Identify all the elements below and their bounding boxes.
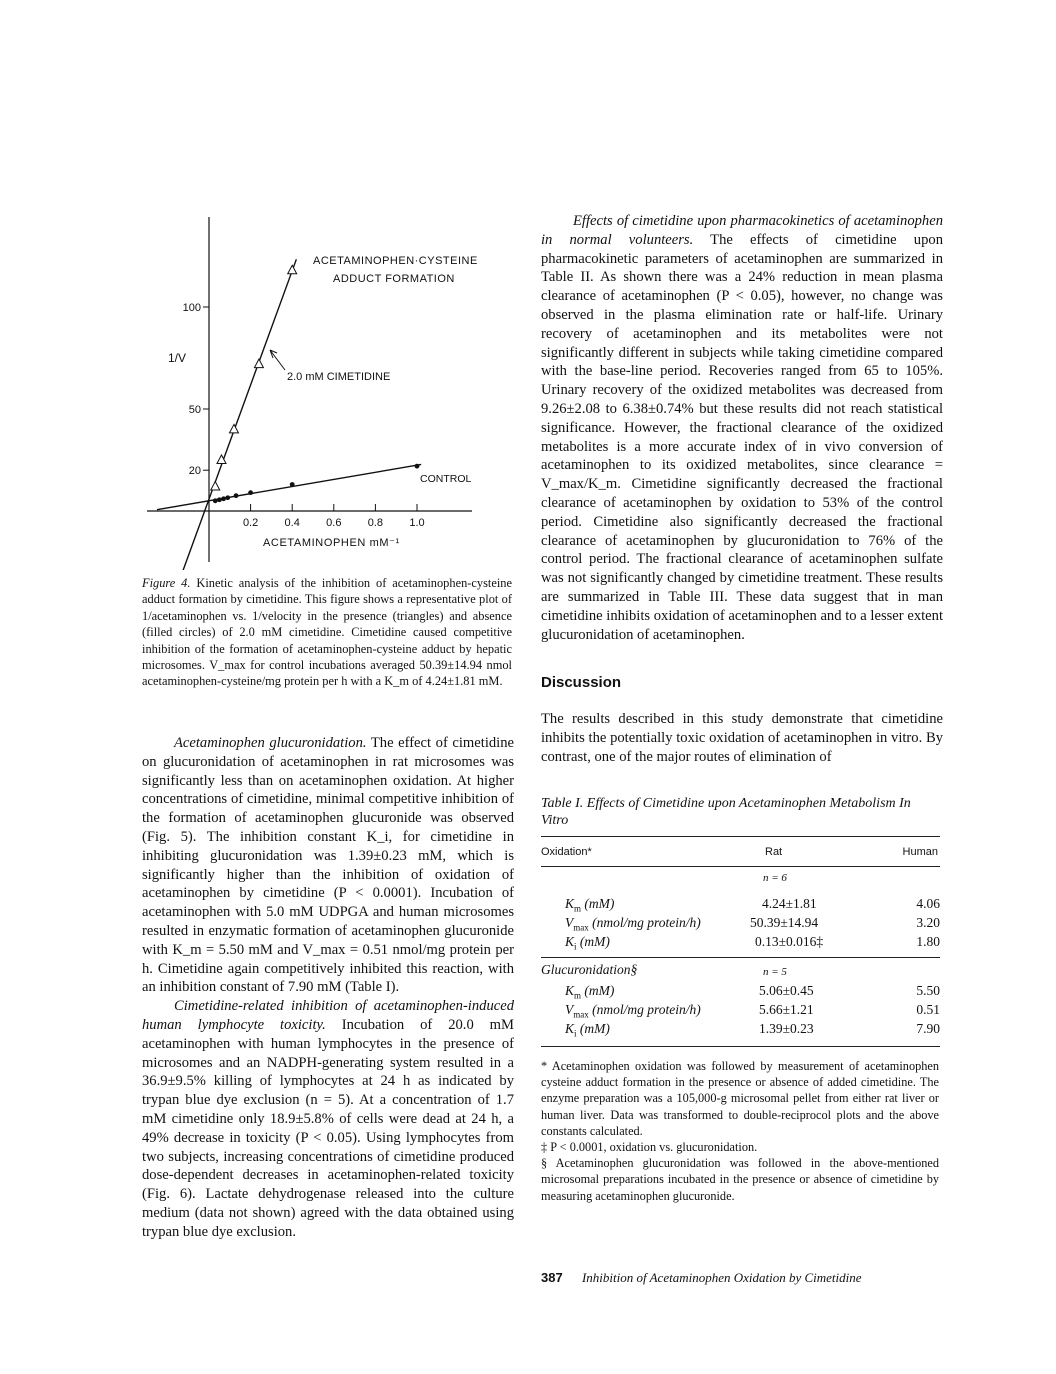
x-tick-label: 0.8 (367, 517, 384, 529)
y-axis-label: 1/V (168, 351, 187, 365)
table-title: Table I. Effects of Cimetidine upon Acetaminophen Metabolism In Vitro (541, 796, 911, 828)
row-human-ki-ox: 1.80 (916, 934, 940, 949)
running-title: Inhibition of Acetaminophen Oxidation by Cimetidine (581, 1270, 862, 1285)
x-tick-label: 1.0 (409, 517, 425, 529)
paragraph-text: The effects of cimetidine upon pharmacokinetic parameters of acetaminophen are summarized in Table II. As shown there was a 24% reduction in mean plasma clearance of acetaminophen (P < 0.05), however, no change was observed in the plasma elimination rate or half-life. Urinary recovery of acetaminophen and its metabolites were not significantly different in subjects while taking cimetidine compared with the base-line period. Recoveries ranged from 65 to 105%. Urinary recovery of the oxidized metabolites was decreased from 9.26±2.08 to 6.38±0.74% but these results did not reach statistical significance. However, the fractional clearance of the oxidized metabolites is a more accurate index of in vivo conversion of acetaminophen to its oxidized metabolites, since clearance = V_max/K_m. Cimetidine significantly decreased the fractional clearance of acetaminophen by oxidation to 53% of the control period. Cimetidine also significantly decreased the fractional clearance of acetaminophen by glucuronidation to 76% of the control period. The fractional clearance of acetaminophen sulfate was not significantly changed by cimetidine treatment. These results are summarized in Table III. These data suggest that in man cimetidine inhibits oxidation of acetaminophen and to a lesser extent glucuronidation of acetaminophen. (541, 231, 943, 643)
row-rat-km-ox: 4.24±1.81 (762, 896, 817, 911)
control-point (225, 495, 230, 500)
cimetidine-point (211, 482, 220, 491)
caption-label: Figure 4. (142, 576, 191, 590)
chart-marks (211, 265, 420, 503)
run-in-heading: Cimetidine-related inhibition of acetaminophen-induced human lymphocyte toxicity. (142, 998, 514, 1033)
row-human-km-gl: 5.50 (916, 983, 940, 998)
chart-ticks (183, 302, 425, 529)
paragraph-lymphocyte-toxicity (142, 997, 514, 1241)
page-number: 387 (541, 1270, 563, 1285)
cimetidine-line (157, 259, 296, 570)
table-rule-bottom (541, 1046, 940, 1047)
row-rat-ki-ox: 0.13±0.016‡ (755, 934, 824, 949)
row-label-vmax-ox: $V_{max}$ (nmol/mg protein/h) (565, 915, 701, 933)
table-rule-top (541, 836, 940, 837)
row-rat-vmax-ox: 50.39±14.94 (750, 915, 819, 930)
control-point (248, 490, 253, 495)
cimetidine-label-pointer (270, 350, 285, 370)
control-point (290, 482, 295, 487)
caption-text: Kinetic analysis of the inhibition of acetaminophen-cysteine adduct formation by cimetidine. This figure shows a representative plot of 1/acetaminophen vs. 1/velocity in the presence (triangles) and absence (filled circles) of 2.0 mM cimetidine. Cimetidine caused competitive inhibition of the formation of acetaminophen-cysteine adduct by hepatic microsomes. V_max for control incubations averaged 50.39±14.94 nmol acetaminophen-cysteine/mg protein per h with a K_m of 4.24±1.81 mM. (142, 576, 512, 689)
x-tick-label: 0.2 (242, 517, 259, 529)
x-tick-label: 0.6 (326, 517, 342, 529)
table-footnotes (541, 1058, 939, 1204)
row-human-vmax-ox: 3.20 (916, 915, 940, 930)
cimetidine-point (288, 265, 297, 274)
cimetidine-line-label: 2.0 mM CIMETIDINE (287, 371, 391, 383)
right-column-text (541, 212, 943, 644)
y-tick-label: 20 (188, 465, 201, 478)
row-label-vmax-gl: $V_{max}$ (nmol/mg protein/h) (565, 1002, 701, 1020)
control-line-label: CONTROL (420, 473, 472, 485)
section-heading-discussion: Discussion (541, 674, 622, 691)
column-header-human: Human (902, 846, 938, 858)
control-point (234, 493, 239, 498)
control-point (221, 496, 226, 501)
paragraph-glucuronidation (142, 734, 514, 997)
row-rat-km-gl: 5.06±0.45 (759, 983, 814, 998)
x-tick-label: 0.4 (284, 517, 300, 529)
figure-4 (142, 212, 514, 570)
paragraph-pharmacokinetics (541, 212, 943, 644)
page-footer (541, 1270, 862, 1286)
run-in-heading: Acetaminophen glucuronidation. (174, 735, 367, 751)
figure-4-chart (142, 212, 514, 570)
run-in-heading: Effects of cimetidine upon pharmacokinetics of acetaminophen in normal volunteers. (541, 213, 943, 248)
x-axis-label: ACETAMINOPHEN mM⁻¹ (263, 537, 400, 549)
row-rat-vmax-gl: 5.66±1.21 (759, 1002, 814, 1017)
row-label-ki-gl: $K_i$ (mM) (565, 1021, 610, 1039)
y-tick-label: 50 (188, 404, 201, 416)
footnote-asterisk: * Acetaminophen oxidation was followed by measurement of acetaminophen cysteine adduct formation in the presence or absence of added cimetidine. The enzyme preparation was a 105,000-g microsomal pellet from either rat liver or human liver. Data was transformed to double-reciprocol plots and the above constants calculated. (541, 1059, 939, 1138)
column-header-rat: Rat (765, 846, 783, 858)
adduct-label-line1: ACETAMINOPHEN·CYSTEINE (313, 255, 478, 267)
chart-axes (147, 217, 472, 562)
group-label-glucuronidation: Glucuronidation§ (541, 962, 638, 977)
paragraph-text: Incubation of 20.0 mM acetaminophen with human lymphocytes in the presence of microsomes and an NADPH-generating system resulted in a 36.9±9.5% killing of lymphocytes at 24 h as indicated by trypan blue dye exclusion (n = 5). At a concentration of 1.7 mM cimetidine only 18.9±5.8% of cells were dead at 24 h, a 49% decrease in toxicity (P < 0.05). Using lymphocytes from two subjects, increasing concentrations of cimetidine produced dose-dependent decreases in acetaminophen-related toxicity (Fig. 6). Lactate dehydrogenase released into the culture medium (data not shown) agreed with the data obtained using trypan blue dye exclusion. (142, 1016, 515, 1240)
table-rule-group (541, 957, 940, 958)
control-point (213, 498, 218, 503)
n-oxidation: n = 6 (763, 872, 787, 884)
adduct-label-line2: ADDUCT FORMATION (333, 273, 455, 285)
figure-caption (142, 575, 512, 690)
control-point (415, 464, 420, 469)
table-rule-header (541, 866, 940, 867)
discussion-text (541, 710, 943, 766)
paragraph-text: The effect of cimetidine on glucuronidation of acetaminophen in rat microsomes was significantly less than on acetaminophen oxidation. At higher concentrations of cimetidine, minimal competitive inhibition of the formation of acetaminophen glucuronide was observed (Fig. 5). The inhibition constant K_i, for cimetidine in inhibiting glucuronidation was 1.39±0.23 mM, which is significantly higher than the inhibition of oxidation of acetaminophen by cimetidine (P < 0.0001). Incubation of acetaminophen with 5.0 mM UDPGA and human microsomes resulted in enzymatic formation of acetaminophen glucuronide with K_m = 5.50 mM and V_max = 0.51 nmol/mg protein per h. Cimetidine again competitively inhibited this reaction, with an inhibition constant of 7.90 mM (Table I). (142, 735, 514, 996)
footnote-section: § Acetaminophen glucuronidation was followed in the above-mentioned microsomal preparations incubated in the presence or absence of cimetidine by measuring acetaminophen glucuronide. (541, 1156, 939, 1203)
footnote-double-dagger: ‡ P < 0.0001, oxidation vs. glucuronidation. (541, 1140, 758, 1155)
row-label-ki-ox: $K_i$ (mM) (565, 934, 610, 952)
row-human-ki-gl: 7.90 (916, 1021, 940, 1036)
y-tick-label: 100 (182, 302, 201, 314)
row-label-km-ox: $K_m$ (mM) (565, 896, 615, 914)
left-column-text (142, 734, 514, 1242)
row-rat-ki-gl: 1.39±0.23 (759, 1021, 814, 1036)
cimetidine-point (229, 424, 238, 433)
n-glucuronidation: n = 5 (763, 966, 787, 978)
row-human-km-ox: 4.06 (916, 896, 940, 911)
discussion-paragraph: The results described in this study demonstrate that cimetidine inhibits the potentially toxic oxidation of acetaminophen in vitro. By contrast, one of the major routes of elimination of (541, 711, 943, 765)
control-point (217, 497, 222, 502)
cimetidine-point (254, 359, 263, 368)
row-human-vmax-gl: 0.51 (916, 1002, 940, 1017)
column-header-oxidation: Oxidation* (541, 846, 592, 858)
row-label-km-gl: $K_m$ (mM) (565, 983, 615, 1001)
